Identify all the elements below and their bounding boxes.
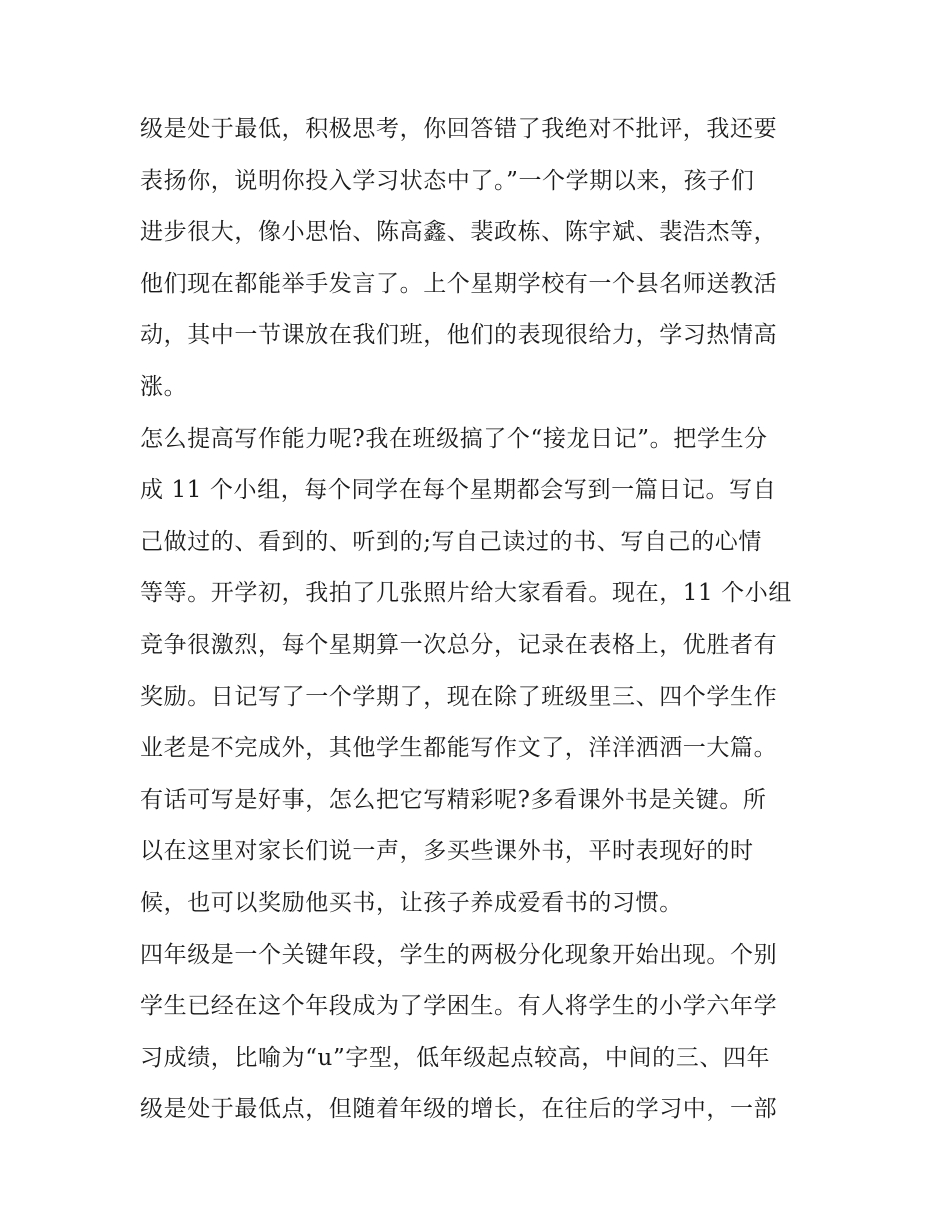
text-line: 四年级是一个关键年段，学生的两极分化现象开始出现。个别 xyxy=(140,941,778,968)
text-line: 成 11 个小组，每个同学在每个星期都会写到一篇日记。写自 xyxy=(140,477,777,504)
document-body xyxy=(140,104,820,1136)
text-line: 竞争很激烈，每个星期算一次总分，记录在表格上，优胜者有 xyxy=(140,631,778,658)
text-line: 以在这里对家长们说一声，多买些课外书，平时表现好的时 xyxy=(140,838,754,865)
text-line: 有话可写是好事，怎么把它写精彩呢?多看课外书是关键。所 xyxy=(140,786,767,813)
text-line: 级是处于最低点，但随着年级的增长，在往后的学习中，一部 xyxy=(140,1096,778,1123)
text-line: 动，其中一节课放在我们班，他们的表现很给力，学习热情高 xyxy=(140,322,778,349)
text-line: 奖励。日记写了一个学期了，现在除了班级里三、四个学生作 xyxy=(140,683,778,710)
text-line: 学生已经在这个年段成为了学困生。有人将学生的小学六年学 xyxy=(140,993,778,1020)
text-line: 他们现在都能举手发言了。上个星期学校有一个县名师送教活 xyxy=(140,270,778,297)
text-line: 表扬你，说明你投入学习状态中了。”一个学期以来，孩子们 xyxy=(140,167,755,194)
text-line: 习成绩，比喻为“u”字型，低年级起点较高，中间的三、四年 xyxy=(140,1044,771,1071)
text-line: 候，也可以奖励他买书，让孩子养成爱看书的习惯。 xyxy=(140,889,683,916)
text-line: 业老是不完成外，其他学生都能写作文了，洋洋洒洒一大篇。 xyxy=(140,735,778,762)
text-line: 怎么提高写作能力呢?我在班级搞了个“接龙日记”。把学生分 xyxy=(140,425,768,452)
text-line: 涨。 xyxy=(140,373,188,400)
text-line: 级是处于最低，积极思考，你回答错了我绝对不批评，我还要 xyxy=(140,116,778,142)
text-line: 己做过的、看到的、听到的;写自己读过的书、写自己的心情 xyxy=(140,528,762,555)
text-line: 等等。开学初，我拍了几张照片给大家看看。现在，11 个小组 xyxy=(140,580,792,607)
text-line: 进步很大，像小思怡、陈高鑫、裴政栋、陈宇斌、裴浩杰等， xyxy=(140,219,778,246)
